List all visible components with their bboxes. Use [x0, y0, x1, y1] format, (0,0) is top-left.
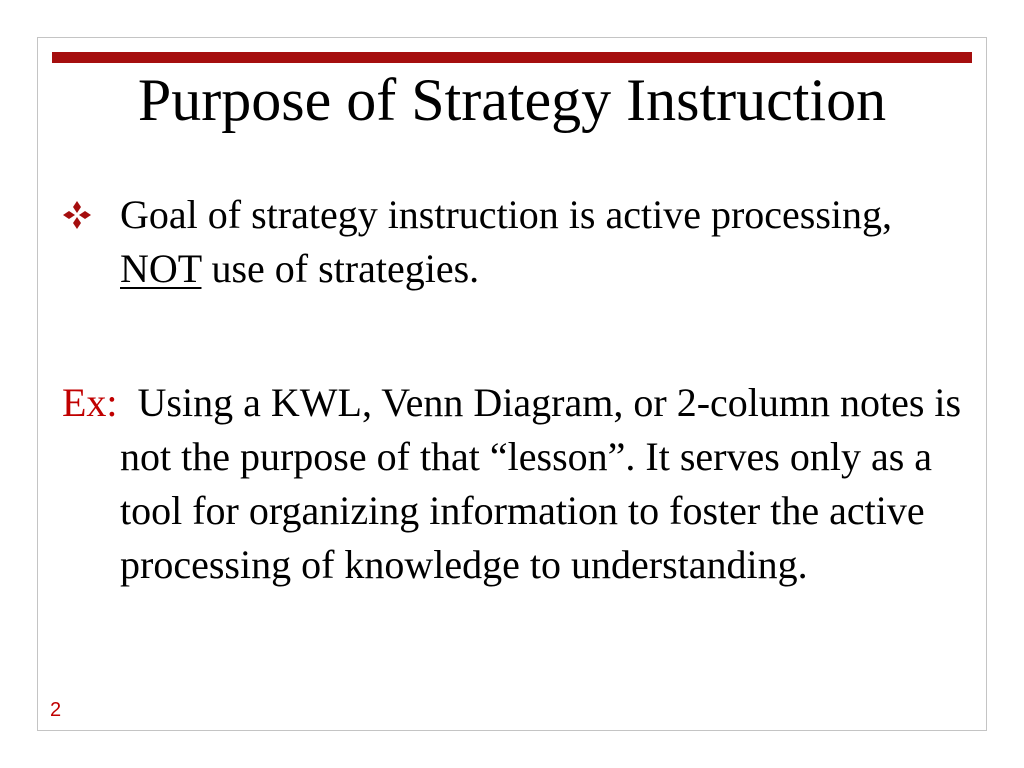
bullet-text — [120, 188, 960, 296]
example-label: Ex: — [62, 380, 118, 425]
bullet-text-after: use of strategies. — [201, 246, 480, 291]
example-paragraph — [62, 376, 962, 592]
example-text: Using a KWL, Venn Diagram, or 2-column notes is not the purpose of that “lesson”. It serves only as a tool for organizing information to foster the active processing of knowledge to understanding. — [120, 380, 962, 587]
slide-number: 2 — [50, 699, 62, 721]
title-accent-bar — [52, 52, 972, 63]
bullet-emphasis: NOT — [120, 246, 202, 291]
bullet-text-before: Goal of strategy instruction is active processing, — [120, 192, 893, 237]
diamond-four-petal-icon — [62, 200, 96, 234]
slide-title: Purpose of Strategy Instruction — [137, 67, 887, 133]
